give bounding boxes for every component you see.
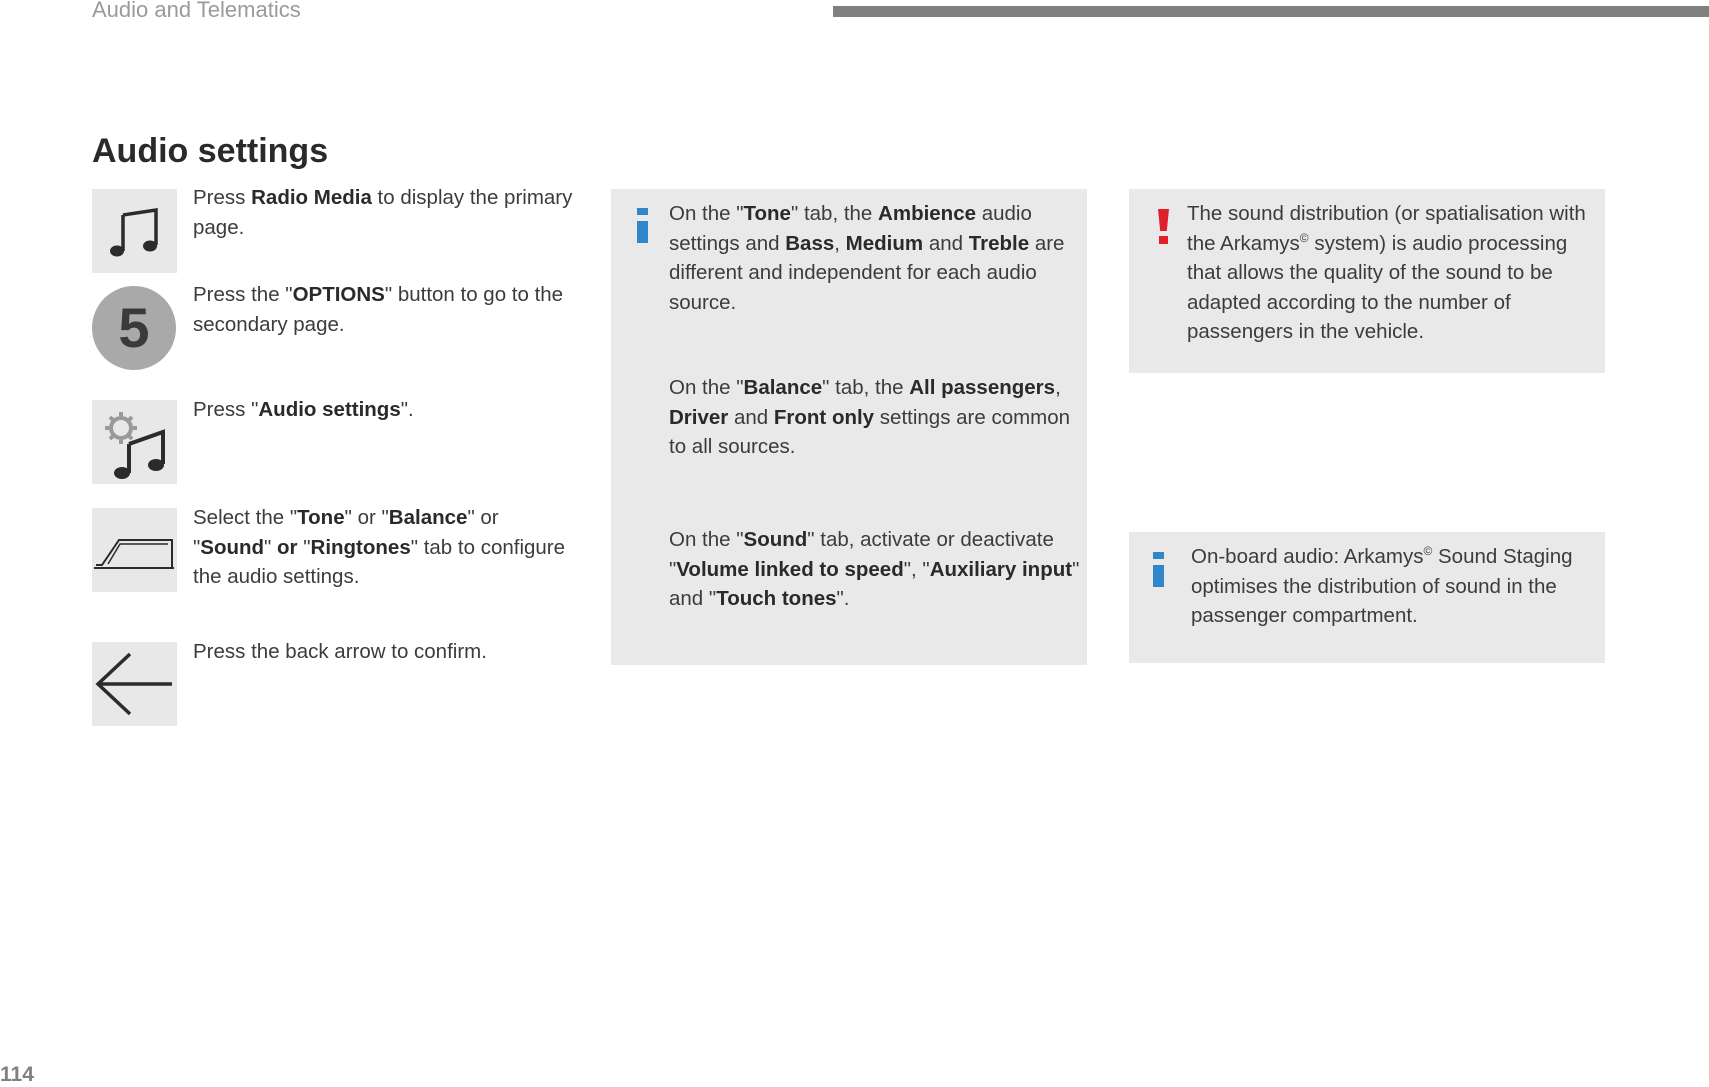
- balance-tab-text: On the "Balance" tab, the All passengers, Driver and Front only settings are common to all sources.: [669, 376, 1071, 458]
- header-bar: [833, 6, 1709, 17]
- step-1-text: Press Radio Media to display the primary page.: [193, 186, 573, 239]
- info-panel-2: [1129, 532, 1605, 663]
- section-title: Audio and Telematics: [92, 0, 301, 22]
- step-5-text: Press the back arrow to confirm.: [193, 640, 487, 663]
- sound-distribution-text: The sound distribution (or spatialisation with the Arkamys© system) is audio processing that allows the quality of the sound to be adapted according to the number of passengers in the vehicle.: [1187, 202, 1586, 343]
- tone-tab-text: On the "Tone" tab, the Ambience audio settings and Bass, Medium and Treble are different and independent for each audio source.: [669, 202, 1065, 314]
- step-number-5-icon: 5: [92, 286, 176, 370]
- tab-icon: [92, 508, 177, 592]
- gear-music-icon: [92, 400, 177, 484]
- music-note-icon: [92, 189, 177, 273]
- page-number: 114: [0, 1063, 34, 1086]
- sound-tab-text: On the "Sound" tab, activate or deactivate "Volume linked to speed", "Auxiliary input" and "Touch tones".: [669, 528, 1080, 610]
- warning-panel: [1129, 189, 1605, 373]
- step-2-text: Press the "OPTIONS" button to go to the secondary page.: [193, 283, 564, 336]
- back-arrow-icon: [92, 642, 177, 726]
- page-title: Audio settings: [92, 132, 329, 170]
- info-panel: [611, 189, 1087, 665]
- onboard-audio-text: On-board audio: Arkamys© Sound Staging optimises the distribution of sound in the passenger compartment.: [1191, 544, 1573, 627]
- step-3-text: Press "Audio settings".: [193, 398, 414, 421]
- step-4-text: Select the "Tone" or "Balance" or "Sound" or "Ringtones" tab to configure the audio settings.: [193, 506, 566, 588]
